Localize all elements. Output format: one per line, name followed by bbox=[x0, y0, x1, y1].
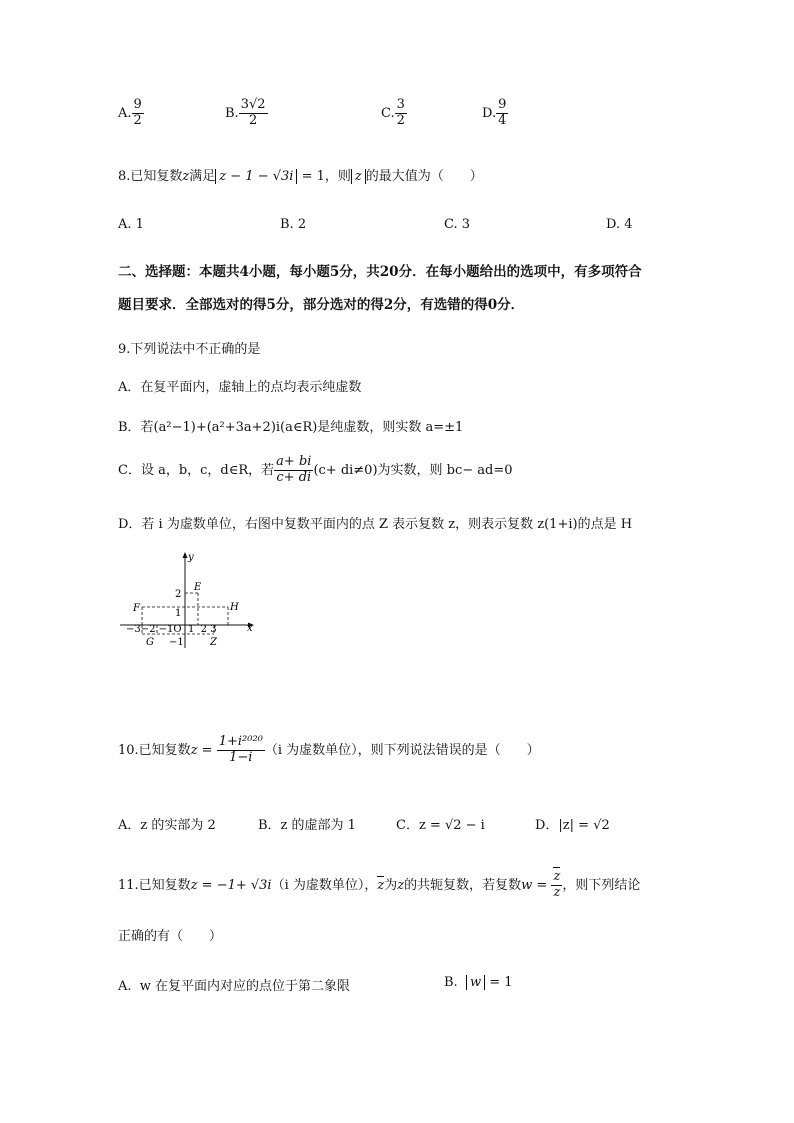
y-tick-2: 2 bbox=[175, 589, 182, 600]
y-axis-arrow bbox=[183, 552, 188, 558]
q11-option-a: A. w 在复平面内对应的点位于第二象限 bbox=[118, 979, 351, 994]
q7-b-fraction: $\frac{3√2}{2}$ bbox=[240, 97, 266, 128]
point-f-label: F bbox=[133, 603, 140, 614]
y-tick-1: 1 bbox=[175, 608, 182, 619]
q9-option-d: D．若 i 为虚数单位，右图中复数平面内的点 Z 表示复数 z，则表示复数 z(1+i)的点是 H bbox=[118, 517, 633, 532]
point-z-label: Z bbox=[210, 637, 217, 648]
q11-stem-line2: 正确的有（ ） bbox=[118, 929, 223, 944]
point-e-label: E bbox=[194, 582, 202, 593]
q10-option-d: D．|z| = √2 bbox=[535, 818, 610, 833]
point-g-label: G bbox=[146, 637, 154, 648]
q10-option-b: B．z 的虚部为 1 bbox=[258, 818, 356, 833]
q11-abs-w: w bbox=[466, 975, 485, 990]
q9-stem: 9.下列说法中不正确的是 bbox=[118, 342, 261, 357]
section2-line2: 题目要求．全部选对的得5分，部分选对的得2分，有选错的得0分． bbox=[118, 297, 525, 313]
q11-option-b: B. w = 1 bbox=[444, 975, 513, 990]
q8-abs-expression: z − 1 − √3i bbox=[215, 169, 297, 184]
q8-option-c: C. 3 bbox=[444, 217, 471, 232]
q7-option-c: C. $\frac{3}{2}$ bbox=[381, 97, 405, 128]
q7-c-fraction: $\frac{3}{2}$ bbox=[396, 97, 405, 128]
q9-option-c: C．设 a，b，c，d∈R，若 $\frac{a+ bi}{c+ di}$ (c+ di≠0)为实数，则 bc− ad=0 bbox=[118, 454, 513, 485]
q10-option-a: A．z 的实部为 2 bbox=[118, 818, 216, 833]
q9-option-a: A．在复平面内，虚轴上的点均表示纯虚数 bbox=[118, 380, 362, 395]
q10-option-c: C．z = √2 − i bbox=[396, 818, 485, 833]
q11-stem: 11.已知复数z = −1+ √3i（i 为虚数单位），z为z的共轭复数，若复数w = $\frac{z}{z}$ ，则下列结论 bbox=[118, 869, 641, 900]
section2-line1: 二、选择题：本题共4小题，每小题5分，共20分．在每小题给出的选项中，有多项符合 bbox=[118, 264, 642, 280]
q11-zbar: z bbox=[377, 877, 385, 893]
q9-c-fraction: $\frac{a+ bi}{c+ di}$ bbox=[276, 454, 312, 485]
q8-option-a: A. 1 bbox=[118, 217, 144, 232]
q7-option-b: B. $\frac{3√2}{2}$ bbox=[225, 97, 266, 128]
x-tick-labels: −3−2 −1O 1 2 3 bbox=[126, 624, 217, 635]
q10-fraction: $\frac{\text{1+i²⁰²⁰}}{1-i}$ bbox=[218, 734, 263, 765]
q11-w-fraction: $\frac{z}{z}$ bbox=[553, 869, 561, 900]
q8-option-b: B. 2 bbox=[280, 217, 307, 232]
x-axis-label: x bbox=[247, 623, 253, 634]
y-tick-minus1: −1 bbox=[169, 637, 184, 648]
q8-stem: 8.已知复数z满足 z − 1 − √3i = 1，则 z 的最大值为（ ） bbox=[118, 169, 483, 184]
q7-option-d: D. $\frac{9}{4}$ bbox=[482, 97, 507, 128]
point-h-label: H bbox=[230, 602, 239, 613]
q7-option-a: A. $\frac{9}{2}$ bbox=[118, 97, 142, 128]
q8-abs-z: z bbox=[351, 169, 366, 184]
complex-plane-figure bbox=[120, 548, 270, 658]
q10-stem: 10.已知复数z = $\frac{\text{1+i²⁰²⁰}}{1-i}$ （i 为虚数单位），则下列说法错误的是（ ） bbox=[118, 734, 540, 765]
y-axis-label: y bbox=[188, 552, 194, 563]
q7-a-fraction: $\frac{9}{2}$ bbox=[133, 97, 142, 128]
q7-d-fraction: $\frac{9}{4}$ bbox=[498, 97, 507, 128]
q8-option-d: D. 4 bbox=[606, 217, 633, 232]
q9-option-b: B．若(a²−1)+(a²+3a+2)i(a∈R)是纯虚数，则实数 a=±1 bbox=[118, 420, 464, 435]
